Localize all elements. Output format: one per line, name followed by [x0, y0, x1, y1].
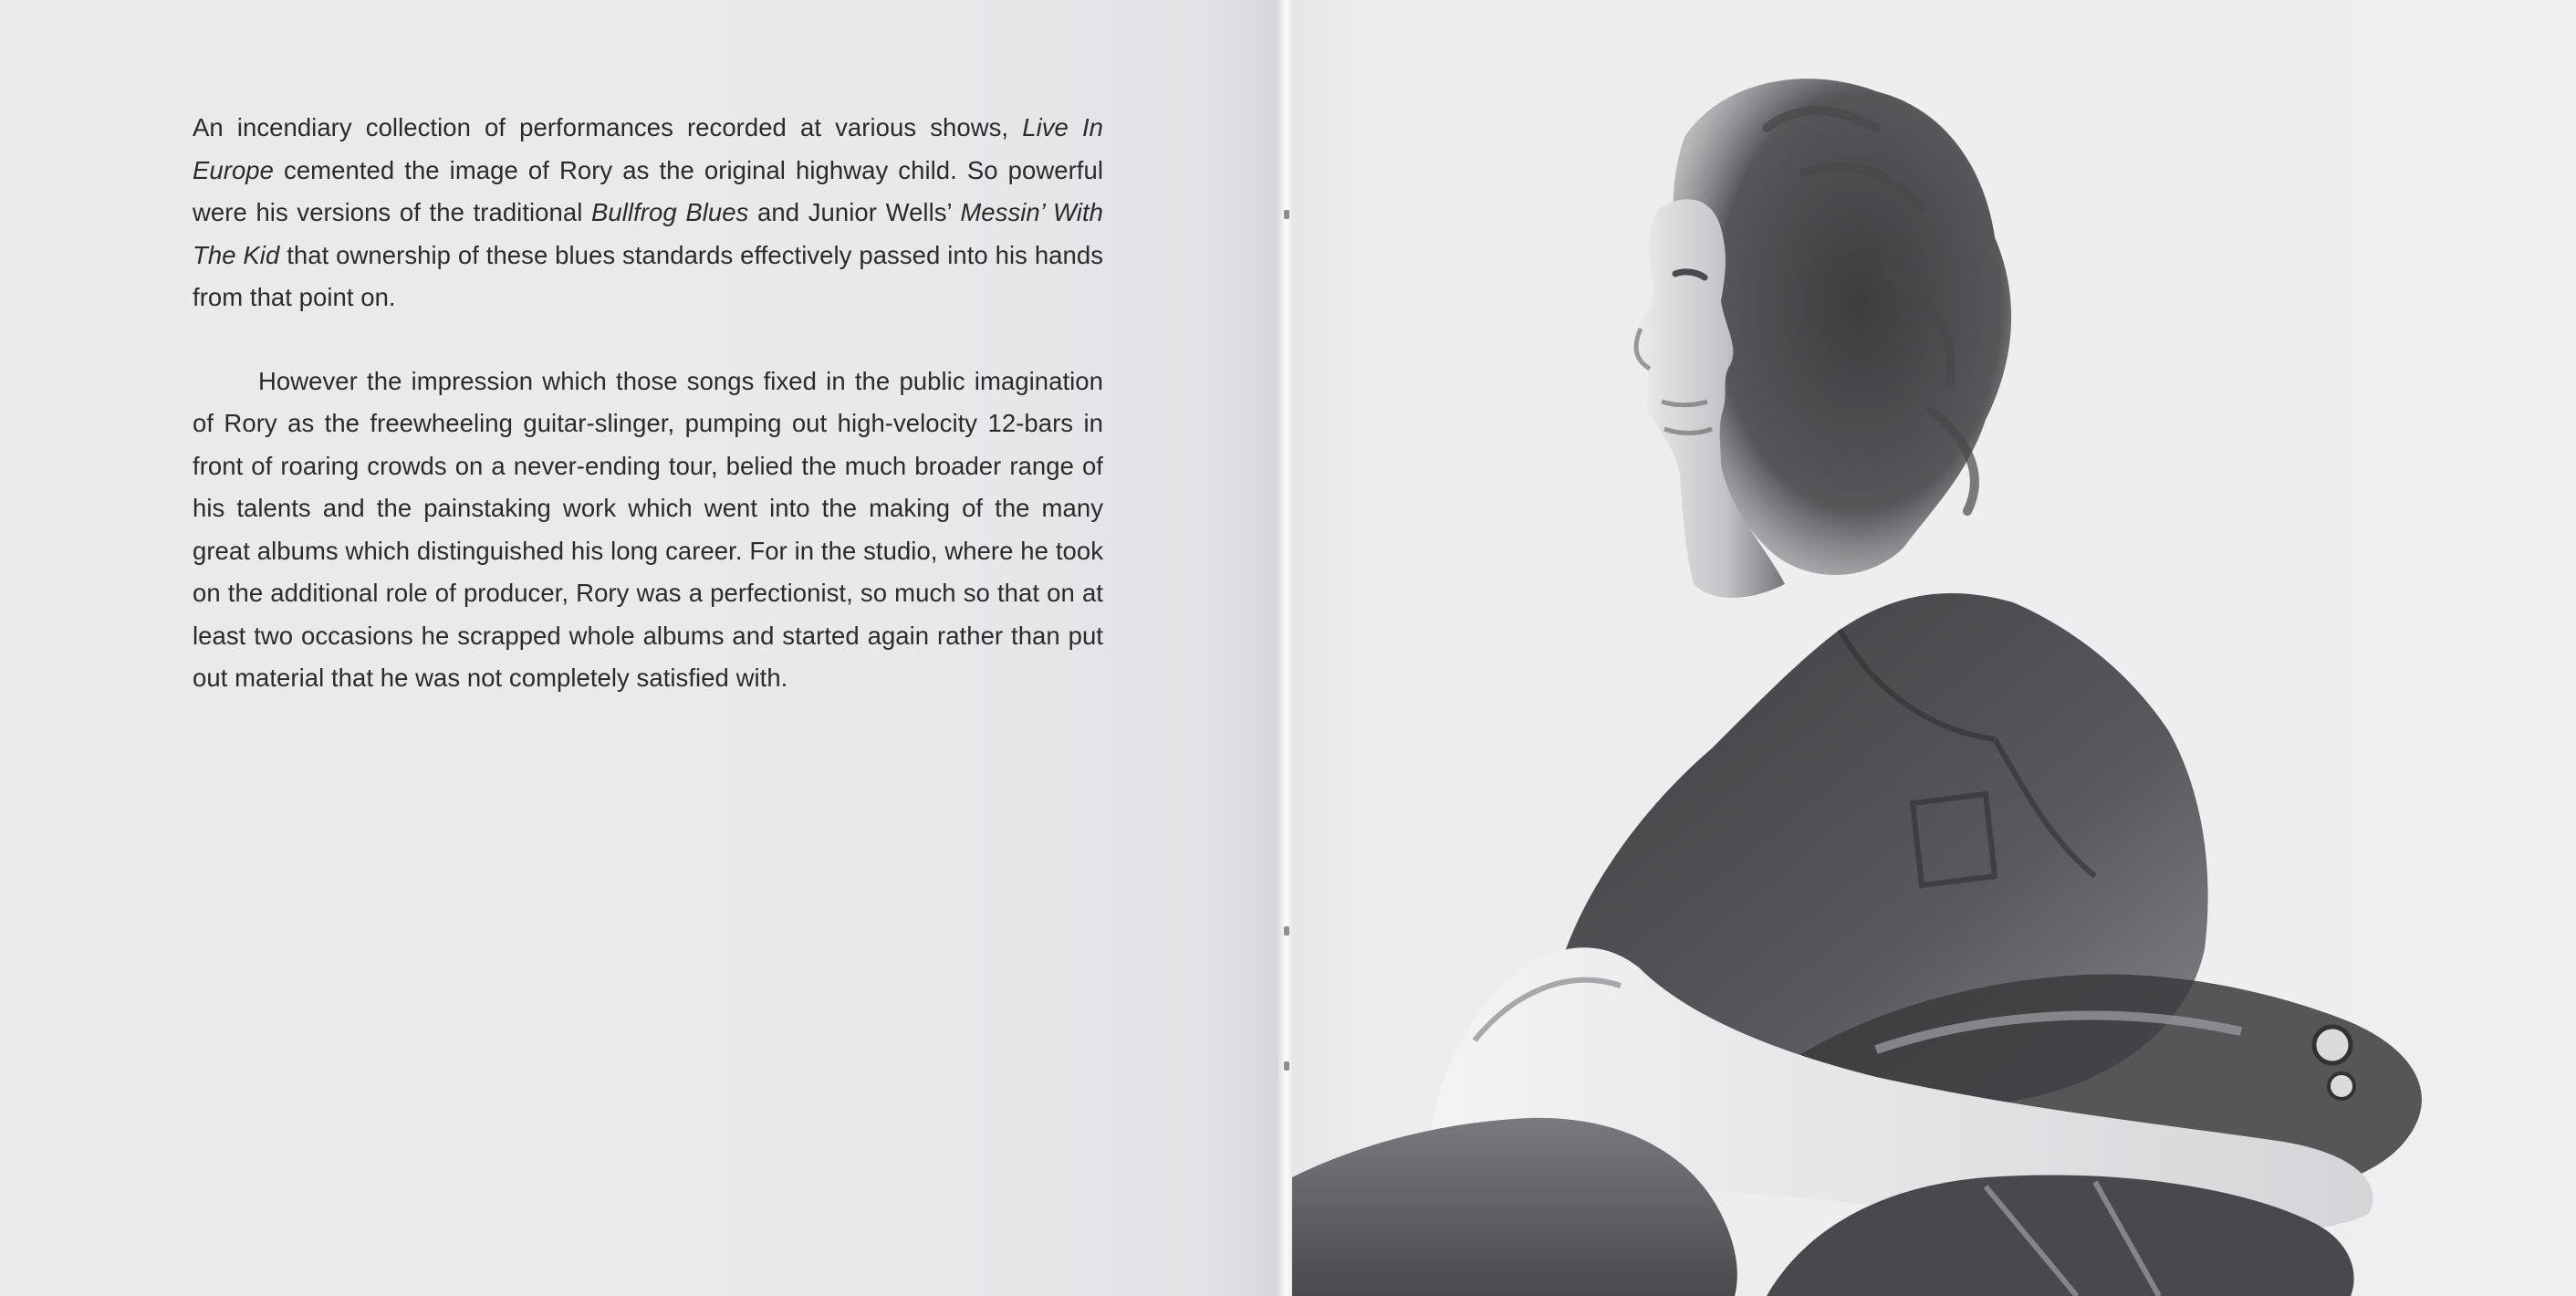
song-title-bullfrog-blues: Bullfrog Blues [591, 198, 749, 226]
portrait-photo [1292, 0, 2576, 1296]
p1-text-1: An incendiary collection of performances recorded at various shows, [193, 113, 1023, 141]
song-title-messin-with-the-kid: Messin’ With The Kid [193, 198, 1104, 269]
p1-text-4: that ownership of these blues standards effectively passed into his hands from that point on. [193, 240, 1103, 311]
right-page [1292, 0, 2576, 1296]
body-text [193, 107, 1103, 700]
p1-text-2: cemented the image of Rory as the original highway child. So powerful were his versions of the traditional [193, 155, 1103, 226]
staple-mark [1284, 210, 1289, 219]
paragraph-1 [193, 107, 1103, 319]
album-title-live-in-europe: Live In Europe [193, 113, 1103, 184]
staple-mark [1284, 926, 1289, 935]
left-page [0, 0, 1279, 1296]
staple-mark [1284, 1061, 1289, 1071]
p1-text-3: and Junior Wells’ [748, 198, 961, 226]
paragraph-2: However the impression which those songs fixed in the public imagination of Rory as the freewheeling guitar-slinger, pumping out high-velocity 12-bars in front of roaring crowds on a never-ending tour, belied the much broader range of his talents and the painstaking work which went into the making of the many great albums which distinguished his long career. For in the studio, where he took on the additional role of producer, Rory was a perfectionist, so much so that on at least two occasions he scrapped whole albums and started again rather than put out material that he was not completely satisfied with. [193, 366, 1103, 692]
